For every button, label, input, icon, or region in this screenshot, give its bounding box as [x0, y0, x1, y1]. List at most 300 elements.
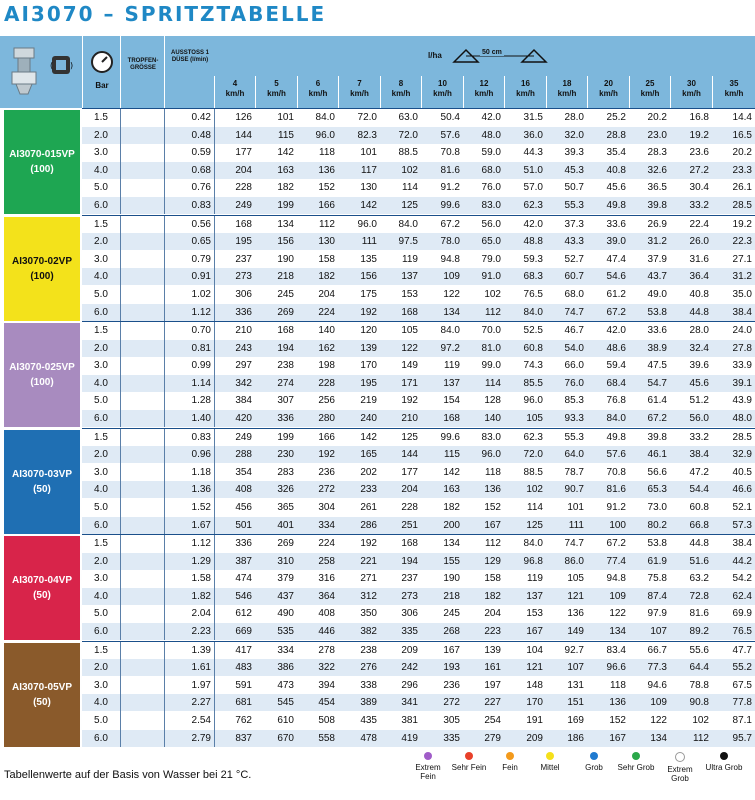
rate-cell: 57.3: [732, 519, 752, 531]
rate-cell: 64.4: [689, 662, 709, 674]
table-row: [82, 109, 755, 126]
rate-cell: 107: [567, 662, 584, 674]
spacing-label: 50 cm: [482, 49, 502, 56]
rate-cell: 122: [609, 608, 626, 620]
page-title: AI3070 – SPRITZTABELLE: [4, 2, 327, 26]
legend-label: Sehr Fein: [451, 763, 487, 772]
rate-cell: 125: [401, 200, 418, 211]
rate-cell: 46.1: [647, 449, 667, 461]
rate-cell: 130: [360, 182, 377, 194]
rate-cell: 408: [235, 484, 252, 496]
rate-cell: 97.5: [398, 236, 418, 248]
rate-cell: 306: [235, 288, 252, 300]
rate-cell: 54.7: [647, 377, 667, 389]
column-divider: [164, 534, 165, 640]
rate-cell: 66.7: [647, 644, 667, 656]
group-divider: [82, 215, 755, 216]
table-row: [82, 304, 755, 321]
table-row: [82, 499, 755, 516]
rate-cell: 39.3: [564, 147, 584, 159]
rate-cell: 197: [484, 679, 501, 691]
rate-cell: 272: [318, 484, 335, 496]
speed-unit: km/h: [682, 89, 701, 98]
droplet-cell: [120, 179, 164, 196]
rate-cell: 14.4: [732, 112, 752, 123]
speed-unit: km/h: [350, 89, 369, 98]
rate-cell: 112: [485, 306, 501, 318]
rate-cell: 336: [235, 538, 252, 549]
rate-cell: 545: [277, 697, 294, 709]
rate-cell: 90.8: [689, 697, 709, 709]
rate-cell: 55.3: [564, 431, 584, 443]
bar-cell: 6.0: [94, 732, 108, 744]
rate-cell: 242: [401, 662, 418, 674]
rate-cell: 419: [401, 732, 418, 744]
rate-cell: 96.8: [523, 555, 543, 567]
flow-cell: 1.28: [191, 395, 211, 407]
rate-cell: 105: [567, 573, 584, 585]
legend-label: Sehr Grob: [617, 763, 655, 772]
rate-cell: 107: [650, 626, 667, 637]
rate-cell: 85.5: [523, 377, 543, 389]
rate-cell: 200: [443, 519, 460, 531]
nozzle-mesh: (100): [30, 377, 54, 388]
rate-cell: 91.0: [481, 271, 501, 283]
rate-cell: 163: [443, 484, 460, 496]
rate-cell: 80.2: [647, 519, 667, 531]
nozzle-name: AI3070-02VP: [11, 255, 73, 267]
rate-cell: 114: [485, 377, 501, 389]
droplet-cell: [120, 144, 164, 161]
rate-cell: 446: [318, 626, 335, 637]
rate-cell: 209: [401, 644, 418, 656]
rate-cell: 23.3: [732, 164, 752, 176]
rate-cell: 85.3: [564, 395, 584, 407]
rate-cell: 28.3: [647, 147, 667, 159]
rate-cell: 381: [401, 714, 418, 726]
legend-dot-icon: [546, 752, 554, 760]
droplet-cell: [120, 304, 164, 321]
rate-cell: 99.6: [440, 200, 460, 211]
rate-cell: 199: [277, 200, 294, 211]
rate-cell: 137: [526, 590, 543, 602]
rate-cell: 136: [609, 697, 626, 709]
rate-cell: 112: [319, 218, 335, 230]
rate-cell: 39.1: [732, 377, 752, 389]
rate-cell: 60.8: [523, 342, 543, 354]
rate-cell: 221: [360, 555, 377, 567]
rate-cell: 44.2: [732, 555, 752, 567]
rate-cell: 39.0: [606, 236, 626, 248]
rate-cell: 114: [402, 182, 418, 194]
rate-cell: 167: [609, 732, 626, 744]
column-divider: [214, 321, 215, 427]
rate-cell: 456: [235, 501, 252, 513]
rate-cell: 19.2: [689, 129, 709, 141]
rate-cell: 163: [277, 164, 294, 176]
rate-cell: 249: [235, 431, 252, 443]
rate-cell: 48.8: [523, 236, 543, 248]
flow-cell: 2.54: [191, 714, 211, 726]
rate-cell: 341: [401, 697, 418, 709]
rate-cell: 269: [277, 306, 294, 318]
rate-cell: 612: [235, 608, 252, 620]
rate-cell: 51.0: [523, 164, 543, 176]
speed-header: [214, 76, 255, 108]
rate-cell: 111: [361, 236, 377, 248]
table-row: [82, 712, 755, 729]
rate-cell: 94.6: [647, 679, 667, 691]
rate-cell: 473: [277, 679, 294, 691]
nozzle-name: AI3070-05VP: [11, 681, 73, 693]
bar-cell: 5.0: [94, 288, 108, 300]
bar-cell: 6.0: [94, 519, 108, 531]
table-row: [82, 392, 755, 409]
rate-cell: 60.7: [564, 271, 584, 283]
droplet-cell: [120, 499, 164, 516]
flow-cell: 2.79: [191, 732, 211, 744]
rate-cell: 61.4: [647, 395, 667, 407]
rate-cell: 97.2: [440, 342, 460, 354]
rate-cell: 37.9: [647, 253, 667, 265]
rate-cell: 36.5: [647, 182, 667, 194]
rate-cell: 102: [484, 288, 501, 300]
rate-cell: 151: [567, 697, 584, 709]
rate-cell: 67.2: [606, 538, 626, 549]
speed-value: 18: [562, 79, 572, 88]
bar-cell: 2.0: [94, 342, 108, 354]
table-row: [82, 464, 755, 481]
rate-cell: 68.3: [523, 271, 543, 283]
rate-cell: 63.2: [689, 573, 709, 585]
rate-cell: 155: [443, 555, 460, 567]
nozzle-name: AI3070-015VP: [9, 149, 75, 160]
legend-item: [616, 752, 656, 772]
rate-cell: 96.0: [481, 449, 501, 461]
rate-cell: 16.8: [689, 112, 709, 123]
flow-cell: 2.23: [191, 626, 211, 637]
droplet-cell: [120, 375, 164, 392]
rate-cell: 74.7: [564, 538, 584, 549]
rate-cell: 170: [526, 697, 543, 709]
rate-cell: 296: [401, 679, 418, 691]
rate-cell: 286: [360, 519, 377, 531]
rate-cell: 170: [360, 360, 377, 372]
rate-cell: 57.0: [523, 182, 543, 194]
speed-unit: km/h: [267, 89, 286, 98]
table-row: [82, 553, 755, 570]
table-row: [82, 197, 755, 214]
rate-cell: 100: [609, 519, 626, 531]
rate-cell: 117: [361, 164, 377, 176]
rate-cell: 76.5: [732, 626, 752, 637]
bar-header: Bar: [95, 81, 109, 90]
rate-cell: 52.1: [732, 501, 752, 513]
rate-cell: 49.8: [606, 200, 626, 211]
rate-cell: 44.3: [523, 147, 543, 159]
table-row: [82, 623, 755, 640]
rate-cell: 50.4: [440, 112, 460, 123]
rate-cell: 67.2: [647, 413, 667, 424]
nozzle-mesh: (50): [33, 483, 51, 495]
rate-cell: 305: [443, 714, 460, 726]
table-row: [82, 481, 755, 498]
table-row: [82, 286, 755, 303]
rate-cell: 156: [360, 271, 377, 283]
rate-cell: 137: [443, 377, 460, 389]
rate-cell: 96.6: [606, 662, 626, 674]
rate-cell: 28.5: [732, 431, 752, 443]
rate-cell: 93.3: [564, 413, 584, 424]
rate-cell: 45.3: [564, 164, 584, 176]
rate-cell: 59.3: [523, 253, 543, 265]
rate-cell: 33.2: [689, 200, 709, 211]
speed-value: 4: [232, 79, 238, 88]
svg-text:(: (: [50, 61, 54, 70]
rate-cell: 83.0: [481, 431, 501, 443]
rate-cell: 177: [235, 147, 252, 159]
rate-cell: 45.6: [689, 377, 709, 389]
rate-cell: 119: [402, 253, 418, 265]
rate-cell: 142: [360, 431, 377, 443]
rate-cell: 258: [318, 555, 335, 567]
bar-cell: 4.0: [94, 164, 108, 176]
rate-cell: 87.4: [647, 590, 667, 602]
rate-cell: 118: [485, 466, 501, 478]
table-row: [82, 446, 755, 463]
rate-cell: 68.0: [481, 164, 501, 176]
rate-cell: 43.7: [647, 271, 667, 283]
rate-cell: 276: [360, 662, 377, 674]
legend-label: Extrem Grob: [667, 765, 693, 783]
rate-cell: 74.3: [523, 360, 543, 372]
rate-cell: 61.9: [647, 555, 667, 567]
legend-item: [449, 752, 489, 772]
rate-cell: 306: [401, 608, 418, 620]
rate-cell: 171: [401, 377, 418, 389]
rate-cell: 204: [235, 164, 252, 176]
rate-cell: 104: [526, 644, 543, 656]
rate-cell: 192: [401, 395, 418, 407]
rate-cell: 42.0: [481, 112, 501, 123]
group-divider: [82, 108, 755, 109]
bar-cell: 3.0: [94, 360, 108, 372]
rate-cell: 33.6: [606, 218, 626, 230]
speed-header: [338, 76, 380, 108]
column-divider: [164, 321, 165, 427]
flow-cell: 0.70: [191, 325, 211, 336]
rate-cell: 43.3: [564, 236, 584, 248]
nozzle-band: [4, 110, 80, 214]
flow-cell: 1.12: [191, 538, 211, 549]
rate-cell: 25.2: [606, 112, 626, 123]
rate-cell: 78.0: [440, 236, 460, 248]
rate-cell: 42.0: [606, 325, 626, 336]
rate-cell: 134: [443, 538, 460, 549]
speed-value: 10: [438, 79, 447, 88]
rate-cell: 60.8: [689, 501, 709, 513]
rate-cell: 364: [318, 590, 335, 602]
rate-cell: 94.8: [440, 253, 460, 265]
nozzle-band: [4, 430, 80, 534]
rate-cell: 210: [401, 413, 418, 424]
rate-cell: 228: [235, 182, 252, 194]
rate-cell: 508: [318, 714, 335, 726]
group-divider: [82, 428, 755, 429]
flow-cell: 1.40: [191, 413, 211, 424]
rate-cell: 195: [360, 377, 377, 389]
svg-text:): ): [70, 61, 74, 70]
rate-cell: 334: [318, 519, 335, 531]
rate-cell: 154: [443, 395, 460, 407]
rate-cell: 48.0: [732, 413, 752, 424]
rate-cell: 39.8: [647, 200, 667, 211]
rate-cell: 310: [277, 555, 294, 567]
droplet-cell: [120, 712, 164, 729]
bar-cell: 3.0: [94, 147, 108, 159]
bar-cell: 6.0: [94, 626, 108, 637]
flow-cell: 0.99: [191, 360, 211, 372]
rate-cell: 194: [277, 342, 294, 354]
rate-cell: 109: [650, 697, 667, 709]
rate-cell: 46.7: [564, 325, 584, 336]
rate-cell: 70.8: [606, 466, 626, 478]
droplet-cell: [120, 535, 164, 552]
rate-cell: 112: [485, 538, 501, 549]
speed-unit: km/h: [433, 89, 452, 98]
rate-cell: 84.0: [398, 218, 418, 230]
rate-cell: 84.0: [523, 306, 543, 318]
column-divider: [164, 108, 165, 214]
droplet-cell: [120, 553, 164, 570]
rate-cell: 228: [318, 377, 335, 389]
rate-cell: 22.4: [689, 218, 709, 230]
rate-cell: 27.2: [689, 164, 709, 176]
column-divider: [120, 321, 121, 427]
nozzle-group: [0, 641, 755, 747]
rate-cell: 251: [401, 519, 418, 531]
rate-cell: 139: [484, 644, 501, 656]
rate-cell: 350: [360, 608, 377, 620]
rate-cell: 20.2: [647, 112, 667, 123]
rate-cell: 53.8: [647, 306, 667, 318]
rate-cell: 102: [692, 714, 709, 726]
rate-cell: 61.2: [606, 288, 626, 300]
rate-cell: 22.3: [732, 236, 752, 248]
column-divider: [120, 534, 121, 640]
rate-cell: 47.2: [689, 466, 709, 478]
rate-cell: 245: [277, 288, 294, 300]
speed-header: [380, 76, 421, 108]
rate-cell: 39.6: [689, 360, 709, 372]
rate-cell: 236: [443, 679, 460, 691]
rate-cell: 168: [401, 306, 418, 318]
rate-cell: 136: [567, 608, 584, 620]
rate-cell: 134: [650, 732, 667, 744]
rate-cell: 62.3: [523, 431, 543, 443]
flow-cell: 1.29: [191, 555, 211, 567]
rate-cell: 182: [484, 590, 501, 602]
rate-cell: 53.8: [647, 538, 667, 549]
rate-cell: 166: [318, 431, 335, 443]
column-divider: [214, 428, 215, 534]
rate-cell: 210: [235, 325, 252, 336]
nozzle-name: AI3070-03VP: [11, 468, 73, 480]
rate-cell: 245: [443, 608, 460, 620]
legend-dot-icon: [465, 752, 473, 760]
speed-value: 35: [729, 79, 739, 88]
table-row: [82, 730, 755, 747]
rate-cell: 32.6: [647, 164, 667, 176]
rate-cell: 75.8: [647, 573, 667, 585]
rate-cell: 219: [360, 395, 377, 407]
bar-cell: 3.0: [94, 679, 108, 691]
bar-cell: 2.0: [94, 129, 108, 141]
rate-cell: 386: [277, 662, 294, 674]
rate-cell: 40.8: [606, 164, 626, 176]
rate-cell: 19.2: [732, 218, 752, 230]
rate-cell: 27.1: [732, 253, 752, 265]
speed-header: [463, 76, 504, 108]
rate-cell: 119: [444, 360, 460, 372]
rate-cell: 16.5: [732, 129, 752, 141]
nozzle-name: AI3070-025VP: [9, 362, 75, 373]
rate-cell: 169: [567, 714, 584, 726]
rate-cell: 70.8: [440, 147, 460, 159]
droplet-cell: [120, 517, 164, 534]
rate-cell: 379: [277, 573, 294, 585]
flow-cell: 0.83: [191, 200, 211, 211]
rate-cell: 202: [360, 466, 377, 478]
flow-cell: 1.82: [191, 590, 211, 602]
rate-cell: 167: [526, 626, 543, 637]
rate-cell: 152: [318, 182, 335, 194]
droplet-cell: [120, 322, 164, 339]
rate-cell: 194: [401, 555, 418, 567]
rate-cell: 120: [360, 325, 377, 336]
rate-cell: 134: [443, 306, 460, 318]
rate-cell: 224: [318, 306, 335, 318]
bar-cell: 1.5: [94, 431, 108, 443]
rate-cell: 162: [318, 342, 335, 354]
droplet-cell: [120, 268, 164, 285]
rate-cell: 31.2: [647, 236, 667, 248]
droplet-cell: [120, 286, 164, 303]
table-row: [82, 659, 755, 676]
flow-cell: 1.18: [191, 466, 211, 478]
bar-cell: 6.0: [94, 413, 108, 424]
rate-cell: 31.6: [689, 253, 709, 265]
rate-cell: 454: [318, 697, 335, 709]
bar-cell: 3.0: [94, 573, 108, 585]
rate-cell: 125: [526, 519, 543, 531]
speed-unit: km/h: [474, 89, 494, 98]
rate-cell: 152: [609, 714, 626, 726]
table-row: [82, 268, 755, 285]
rate-cell: 38.4: [732, 306, 752, 318]
flow-cell: 0.48: [191, 129, 211, 141]
bar-cell: 2.0: [94, 449, 108, 461]
rate-cell: 137: [401, 271, 418, 283]
rate-cell: 316: [318, 573, 335, 585]
rate-cell: 37.3: [564, 218, 584, 230]
rate-cell: 83.0: [481, 200, 501, 211]
rate-cell: 91.2: [440, 182, 460, 194]
rate-cell: 338: [360, 679, 377, 691]
rate-cell: 191: [526, 714, 543, 726]
rate-cell: 483: [235, 662, 252, 674]
rate-cell: 474: [235, 573, 252, 585]
